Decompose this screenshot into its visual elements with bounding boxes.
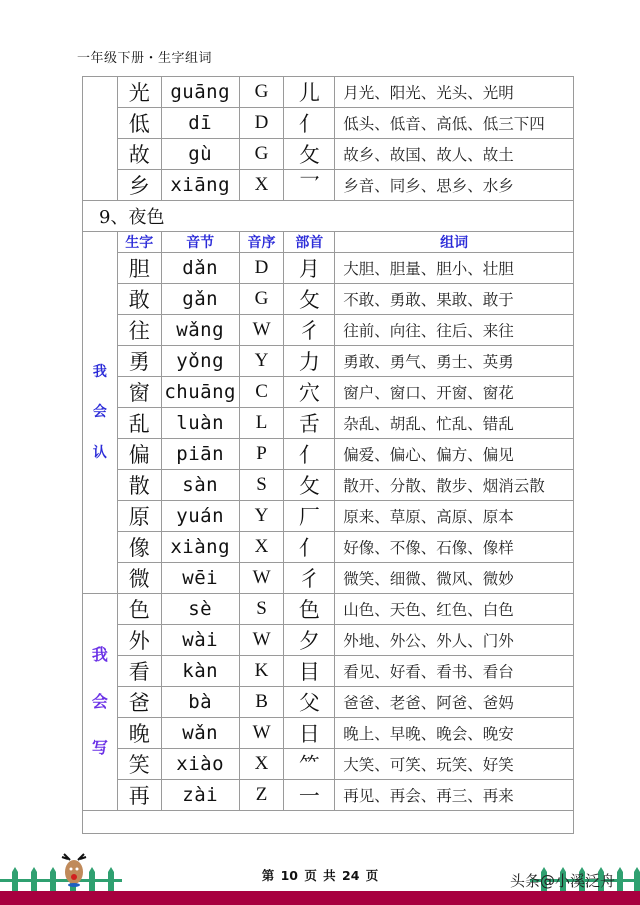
header-words: 组词 <box>335 232 574 253</box>
table-row <box>83 780 574 811</box>
section-label-write: 我 会 写 <box>83 594 118 811</box>
pinyin-cell: yǒng <box>161 346 239 377</box>
phonetic-order-cell: Y <box>239 501 284 532</box>
character-cell: 乡 <box>117 170 161 201</box>
character-cell: 勇 <box>117 346 161 377</box>
phonetic-order-cell: S <box>239 470 284 501</box>
pinyin-cell: wǎn <box>161 718 239 749</box>
lesson-title: 9、夜色 <box>83 201 574 232</box>
radical-cell: 亻 <box>284 108 335 139</box>
radical-cell: 夕 <box>284 625 335 656</box>
watermark: 头条@小溪泛舟 <box>510 872 616 890</box>
table-row <box>83 563 574 594</box>
table-row <box>83 749 574 780</box>
table-row <box>83 594 574 625</box>
word-combinations-cell: 往前、向往、往后、来往 <box>335 315 574 346</box>
table-row <box>83 377 574 408</box>
header-radical: 部首 <box>284 232 335 253</box>
header-order: 音序 <box>239 232 284 253</box>
table-row <box>83 687 574 718</box>
radical-cell: 月 <box>284 253 335 284</box>
pinyin-cell: sàn <box>161 470 239 501</box>
table-row <box>83 470 574 501</box>
word-combinations-cell: 散开、分散、散步、烟消云散 <box>335 470 574 501</box>
phonetic-order-cell: S <box>239 594 284 625</box>
character-cell: 低 <box>117 108 161 139</box>
word-combinations-cell: 不敢、勇敢、果敢、敢于 <box>335 284 574 315</box>
phonetic-order-cell: Y <box>239 346 284 377</box>
word-combinations-cell: 爸爸、老爸、阿爸、爸妈 <box>335 687 574 718</box>
pinyin-cell: bà <box>161 687 239 718</box>
phonetic-order-cell: K <box>239 656 284 687</box>
pinyin-cell: gǎn <box>161 284 239 315</box>
character-cell: 往 <box>117 315 161 346</box>
word-combinations-cell: 原来、草原、高原、原本 <box>335 501 574 532</box>
character-cell: 微 <box>117 563 161 594</box>
character-cell: 像 <box>117 532 161 563</box>
pinyin-cell: xiāng <box>161 170 239 201</box>
radical-cell: 亻 <box>284 532 335 563</box>
radical-cell: 一 <box>284 780 335 811</box>
pinyin-cell: wài <box>161 625 239 656</box>
character-cell: 乱 <box>117 408 161 439</box>
radical-cell: 目 <box>284 656 335 687</box>
table-row <box>83 139 574 170</box>
character-cell: 爸 <box>117 687 161 718</box>
word-combinations-cell: 窗户、窗口、开窗、窗花 <box>335 377 574 408</box>
word-combinations-cell: 山色、天色、红色、白色 <box>335 594 574 625</box>
character-cell: 光 <box>117 77 161 108</box>
character-cell: 窗 <box>117 377 161 408</box>
pinyin-cell: kàn <box>161 656 239 687</box>
pinyin-cell: piān <box>161 439 239 470</box>
phonetic-order-cell: P <box>239 439 284 470</box>
phonetic-order-cell: B <box>239 687 284 718</box>
word-combinations-cell: 外地、外公、外人、门外 <box>335 625 574 656</box>
table-row <box>83 532 574 563</box>
pinyin-cell: yuán <box>161 501 239 532</box>
table-row <box>83 718 574 749</box>
fence-left-decoration <box>0 848 125 894</box>
lesson-title-row <box>83 201 574 232</box>
word-combinations-cell: 大胆、胆量、胆小、壮胆 <box>335 253 574 284</box>
character-cell: 看 <box>117 656 161 687</box>
phonetic-order-cell: W <box>239 625 284 656</box>
section-label-recognize: 我 会 认 <box>83 232 118 594</box>
word-combinations-cell: 偏爱、偏心、偏方、偏见 <box>335 439 574 470</box>
header-char: 生字 <box>117 232 161 253</box>
radical-cell: 厂 <box>284 501 335 532</box>
word-combinations-cell: 大笑、可笑、玩笑、好笑 <box>335 749 574 780</box>
pinyin-cell: chuāng <box>161 377 239 408</box>
pinyin-cell: luàn <box>161 408 239 439</box>
radical-cell: 彳 <box>284 315 335 346</box>
word-combinations-cell: 勇敢、勇气、勇士、英勇 <box>335 346 574 377</box>
radical-cell: 亻 <box>284 439 335 470</box>
pinyin-cell: wǎng <box>161 315 239 346</box>
phonetic-order-cell: G <box>239 284 284 315</box>
table-row <box>83 315 574 346</box>
table-row <box>83 253 574 284</box>
footer-bar <box>0 891 640 905</box>
character-cell: 笑 <box>117 749 161 780</box>
radical-cell: 舌 <box>284 408 335 439</box>
phonetic-order-cell: G <box>239 77 284 108</box>
character-cell: 散 <box>117 470 161 501</box>
word-combinations-cell: 月光、阳光、光头、光明 <box>335 77 574 108</box>
pinyin-cell: sè <box>161 594 239 625</box>
character-cell: 色 <box>117 594 161 625</box>
radical-cell: 乛 <box>284 170 335 201</box>
phonetic-order-cell: X <box>239 749 284 780</box>
phonetic-order-cell: W <box>239 315 284 346</box>
phonetic-order-cell: W <box>239 563 284 594</box>
radical-cell: 攵 <box>284 284 335 315</box>
table-row <box>83 625 574 656</box>
radical-cell: 色 <box>284 594 335 625</box>
column-header-row <box>83 232 574 253</box>
word-combinations-cell: 低头、低音、高低、低三下四 <box>335 108 574 139</box>
word-combinations-cell: 乡音、同乡、思乡、水乡 <box>335 170 574 201</box>
radical-cell: 彳 <box>284 563 335 594</box>
reindeer-icon <box>62 854 86 887</box>
document-header: 一年级下册・生字组词 <box>77 51 213 66</box>
table-row <box>83 108 574 139</box>
radical-cell: ⺮ <box>284 749 335 780</box>
table-row <box>83 346 574 377</box>
phonetic-order-cell: C <box>239 377 284 408</box>
phonetic-order-cell: X <box>239 170 284 201</box>
character-cell: 敢 <box>117 284 161 315</box>
table-row <box>83 284 574 315</box>
character-cell: 再 <box>117 780 161 811</box>
pinyin-cell: dǎn <box>161 253 239 284</box>
character-cell: 外 <box>117 625 161 656</box>
word-combinations-cell: 看见、好看、看书、看台 <box>335 656 574 687</box>
word-combinations-cell: 微笑、细微、微风、微妙 <box>335 563 574 594</box>
phonetic-order-cell: L <box>239 408 284 439</box>
pinyin-cell: guāng <box>161 77 239 108</box>
radical-cell: 儿 <box>284 77 335 108</box>
empty-row <box>83 811 574 834</box>
table-row <box>83 77 574 108</box>
character-table <box>82 76 574 834</box>
character-cell: 原 <box>117 501 161 532</box>
radical-cell: 穴 <box>284 377 335 408</box>
pinyin-cell: wēi <box>161 563 239 594</box>
phonetic-order-cell: Z <box>239 780 284 811</box>
table-row <box>83 501 574 532</box>
character-cell: 胆 <box>117 253 161 284</box>
pinyin-cell: xiào <box>161 749 239 780</box>
phonetic-order-cell: W <box>239 718 284 749</box>
word-combinations-cell: 好像、不像、石像、像样 <box>335 532 574 563</box>
word-combinations-cell: 杂乱、胡乱、忙乱、错乱 <box>335 408 574 439</box>
table-row <box>83 656 574 687</box>
word-combinations-cell: 故乡、故国、故人、故土 <box>335 139 574 170</box>
table-row <box>83 408 574 439</box>
table-row <box>83 170 574 201</box>
character-cell: 偏 <box>117 439 161 470</box>
word-combinations-cell: 晚上、早晚、晚会、晚安 <box>335 718 574 749</box>
phonetic-order-cell: G <box>239 139 284 170</box>
radical-cell: 力 <box>284 346 335 377</box>
radical-cell: 攵 <box>284 470 335 501</box>
table-row <box>83 439 574 470</box>
page-number: 第 10 页 共 24 页 <box>261 868 379 883</box>
header-pinyin: 音节 <box>161 232 239 253</box>
side-label-empty <box>83 77 118 201</box>
pinyin-cell: zài <box>161 780 239 811</box>
word-combinations-cell: 再见、再会、再三、再来 <box>335 780 574 811</box>
pinyin-cell: xiàng <box>161 532 239 563</box>
phonetic-order-cell: D <box>239 253 284 284</box>
radical-cell: 日 <box>284 718 335 749</box>
radical-cell: 攵 <box>284 139 335 170</box>
phonetic-order-cell: D <box>239 108 284 139</box>
character-cell: 晚 <box>117 718 161 749</box>
pinyin-cell: gù <box>161 139 239 170</box>
pinyin-cell: dī <box>161 108 239 139</box>
phonetic-order-cell: X <box>239 532 284 563</box>
radical-cell: 父 <box>284 687 335 718</box>
character-cell: 故 <box>117 139 161 170</box>
